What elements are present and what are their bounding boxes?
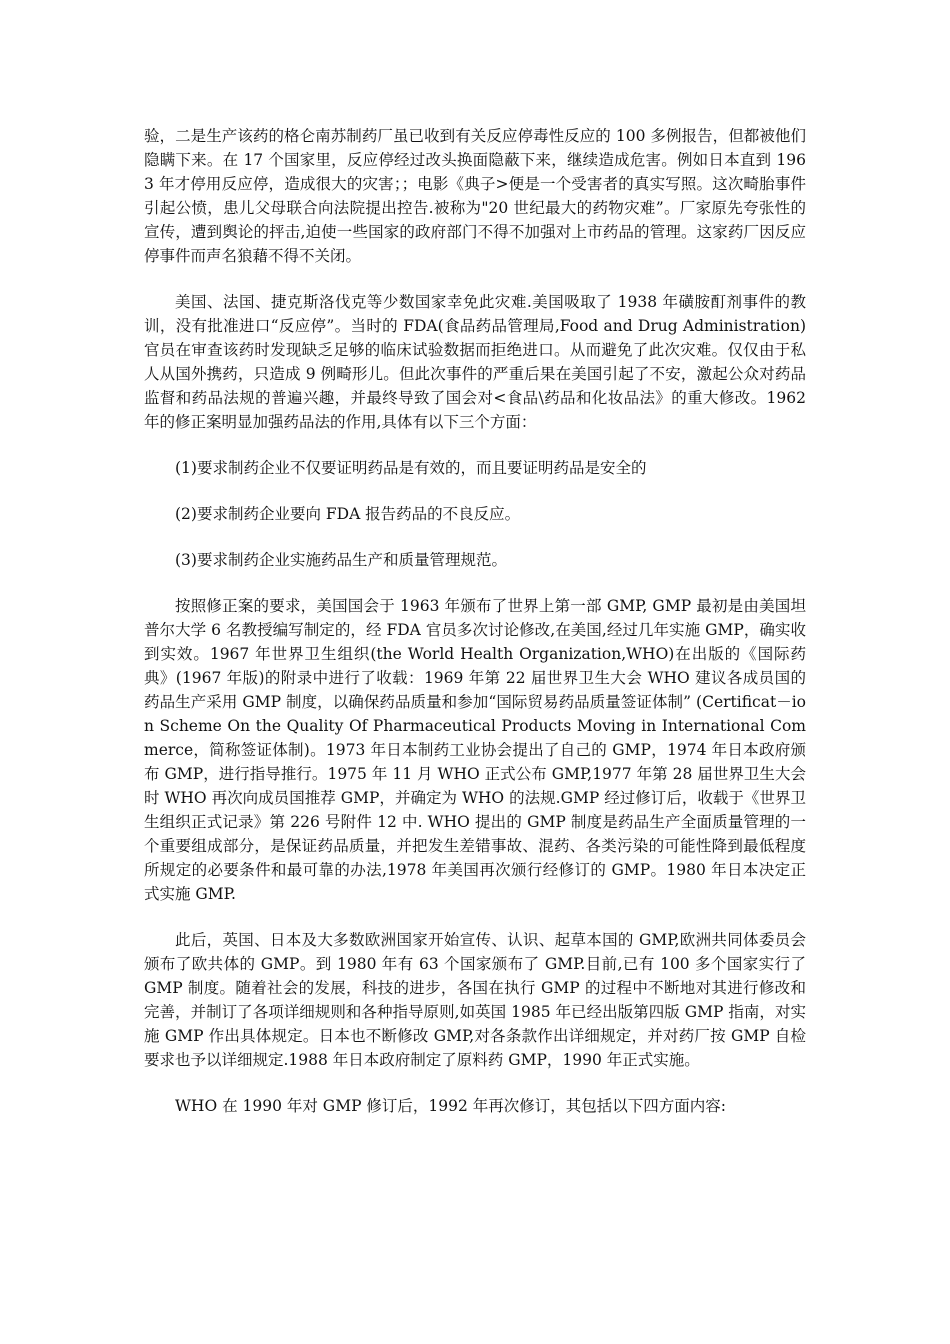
list-item-requirement-2: (2)要求制药企业要向 FDA 报告药品的不良反应。 (175, 505, 521, 523)
paragraph-us-fda-response: 美国、法国、捷克斯洛伐克等少数国家幸免此灾难.美国吸取了 1938 年磺胺酊剂事件的教训，没有批准进口“反应停”。当时的 FDA(食品药品管理局,Food and Drug Administration)官员在审查该药时发现缺乏足够的临床试验数据而拒绝进口。从而避免了此次灾难。仅仅由于私人从国外携药，只造成 9 例畸形儿。但此次事件的严重后果在美国引起了不安，激起公众对药品监督和药品法规的普遍兴趣，并最终导致了国会对<食品\药品和化妆品法》的重大修改。1962 年的修正案明显加强药品法的作用,具体有以下三个方面： (144, 293, 806, 431)
paragraph-gmp-adoption: 此后，英国、日本及大多数欧洲国家开始宣传、认识、起草本国的 GMP,欧洲共同体委员会颁布了欧共体的 GMP。到 1980 年有 63 个国家颁布了 GMP.目前,已有 100 多个国家实行了 GMP 制度。随着社会的发展，科技的进步，各国在执行 GMP 的过程中不断地对其进行修改和完善，并制订了各项详细规则和各种指导原则,如英国 1985 年已经出版第四版 GMP 指南，对实施 GMP 作出具体规定。日本也不断修改 GMP,对各条款作出详细规定，并对药厂按 GMP 自检要求也予以详细规定.1988 年日本政府制定了原料药 GMP，1990 年正式实施。 (144, 931, 806, 1069)
list-item-requirement-1: (1)要求制药企业不仅要证明药品是有效的，而且要证明药品是安全的 (175, 459, 647, 477)
list-item-requirement-3: (3)要求制药企业实施药品生产和质量管理规范。 (175, 551, 507, 569)
document-body (144, 124, 806, 1140)
paragraph-gmp-history: 按照修正案的要求，美国国会于 1963 年颁布了世界上第一部 GMP, GMP 最初是由美国坦普尔大学 6 名教授编写制定的，经 FDA 官员多次讨论修改,在美国,经过几年实施 GMP，确实收到实效。1967 年世界卫生组织(the World Health Organization,WHO)在出版的《国际药典》(1967 年版)的附录中进行了收载：1969 年第 22 届世界卫生大会 WHO 建议各成员国的药品生产采用 GMP 制度，以确保药品质量和参加“国际贸易药品质量签证体制” (Certificat－ion Scheme On the Quality Of Pharmaceutical Products Moving in International Commerce，简称签证体制)。1973 年日本制药工业协会提出了自己的 GMP，1974 年日本政府颁布 GMP，进行指导推行。1975 年 11 月 WHO 正式公布 GMP,1977 年第 28 届世界卫生大会时 WHO 再次向成员国推荐 GMP，并确定为 WHO 的法规.GMP 经过修订后，收载于《世界卫生组织正式记录》第 226 号附件 12 中. WHO 提出的 GMP 制度是药品生产全面质量管理的一个重要组成部分，是保证药品质量，并把发生差错事故、混药、各类污染的可能性降到最低程度所规定的必要条件和最可靠的办法,1978 年美国再次颁行经修订的 GMP。1980 年日本决定正式实施 GMP. (144, 597, 806, 903)
paragraph-who-revision: WHO 在 1990 年对 GMP 修订后，1992 年再次修订，其包括以下四方面内容: (175, 1097, 727, 1115)
paragraph-thalidomide-disaster: 验，二是生产该药的格仑南苏制药厂虽已收到有关反应停毒性反应的 100 多例报告，但都被他们隐瞒下来。在 17 个国家里，反应停经过改头换面隐蔽下来，继续造成危害。例如日本直到 1963 年才停用反应停，造成很大的灾害；；电影《典子>便是一个受害者的真实写照。这次畸胎事件引起公愤，患儿父母联合向法院提出控告.被称为"20 世纪最大的药物灾难”。厂家原先夸张性的宣传，遭到舆论的抨击,迫使一些国家的政府部门不得不加强对上市药品的管理。这家药厂因反应停事件而声名狼藉不得不关闭。 (144, 127, 806, 265)
